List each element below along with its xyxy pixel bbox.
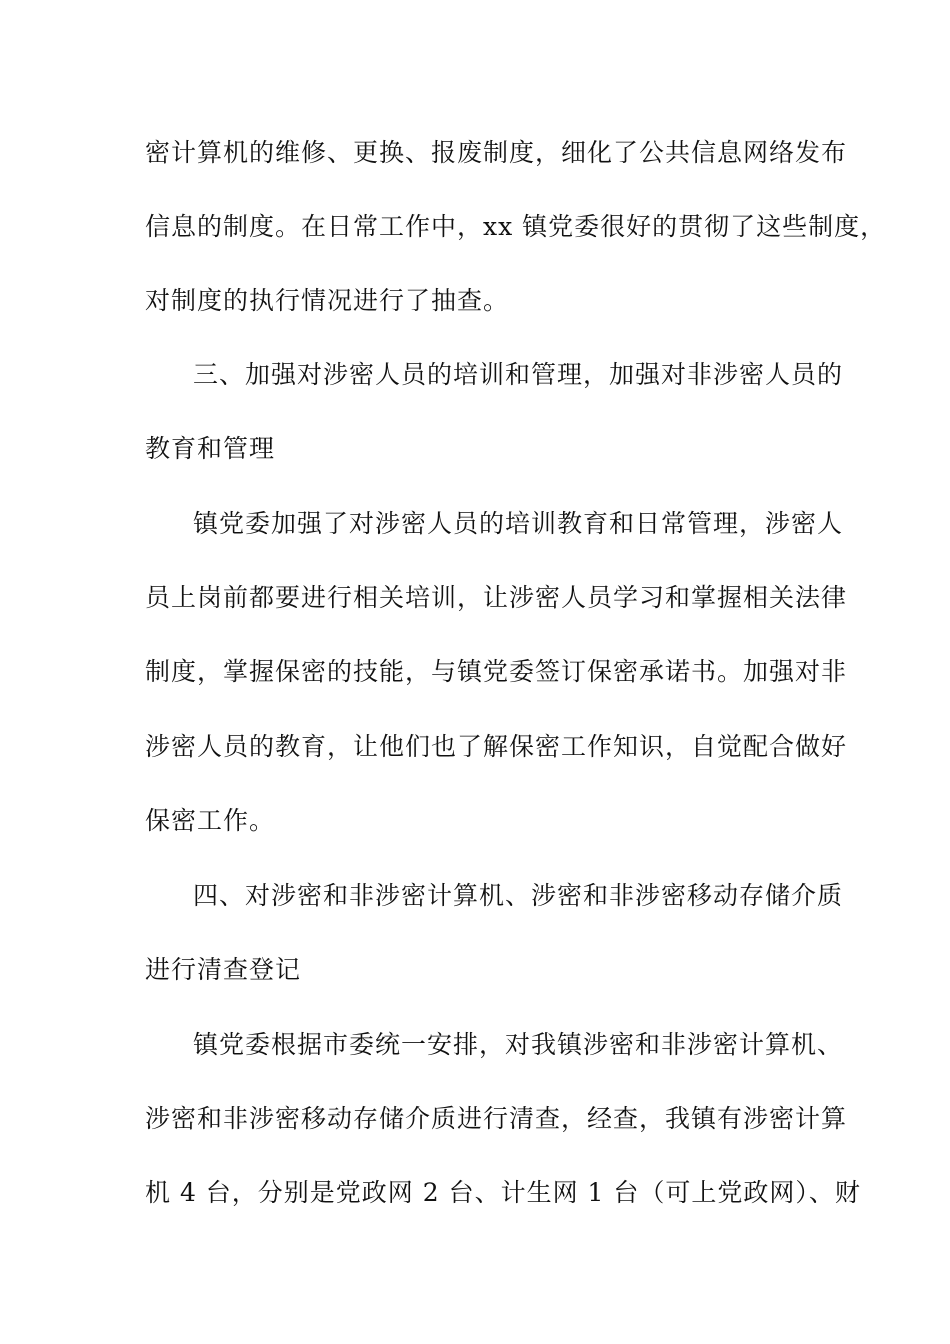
paragraph-line: 制度，掌握保密的技能，与镇党委签订保密承诺书。加强对非	[145, 657, 848, 686]
paragraph-line: 镇党委根据市委统一安排，对我镇涉密和非涉密计算机、	[193, 1030, 844, 1059]
section-heading-line: 教育和管理	[145, 434, 276, 463]
paragraph-line: 镇党委加强了对涉密人员的培训教育和日常管理，涉密人	[193, 509, 844, 538]
section-heading-line: 三、加强对涉密人员的培训和管理，加强对非涉密人员的	[193, 360, 844, 389]
paragraph-line: 密计算机的维修、更换、报废制度，细化了公共信息网络发布	[145, 138, 848, 167]
paragraph-line: 保密工作。	[145, 806, 276, 835]
paragraph-line: 对制度的执行情况进行了抽查。	[145, 286, 510, 315]
paragraph-line: 信息的制度。在日常工作中，xx 镇党委很好的贯彻了这些制度，	[145, 212, 887, 241]
paragraph-line: 员上岗前都要进行相关培训，让涉密人员学习和掌握相关法律	[145, 583, 848, 612]
paragraph-line: 涉密人员的教育，让他们也了解保密工作知识，自觉配合做好	[145, 732, 848, 761]
paragraph-line: 涉密和非涉密移动存储介质进行清查，经查，我镇有涉密计算	[145, 1104, 848, 1133]
section-heading-line: 四、对涉密和非涉密计算机、涉密和非涉密移动存储介质	[193, 881, 844, 910]
paragraph-line: 机 4 台，分别是党政网 2 台、计生网 1 台（可上党政网）、财	[145, 1178, 861, 1207]
section-heading-line: 进行清查登记	[145, 955, 302, 984]
